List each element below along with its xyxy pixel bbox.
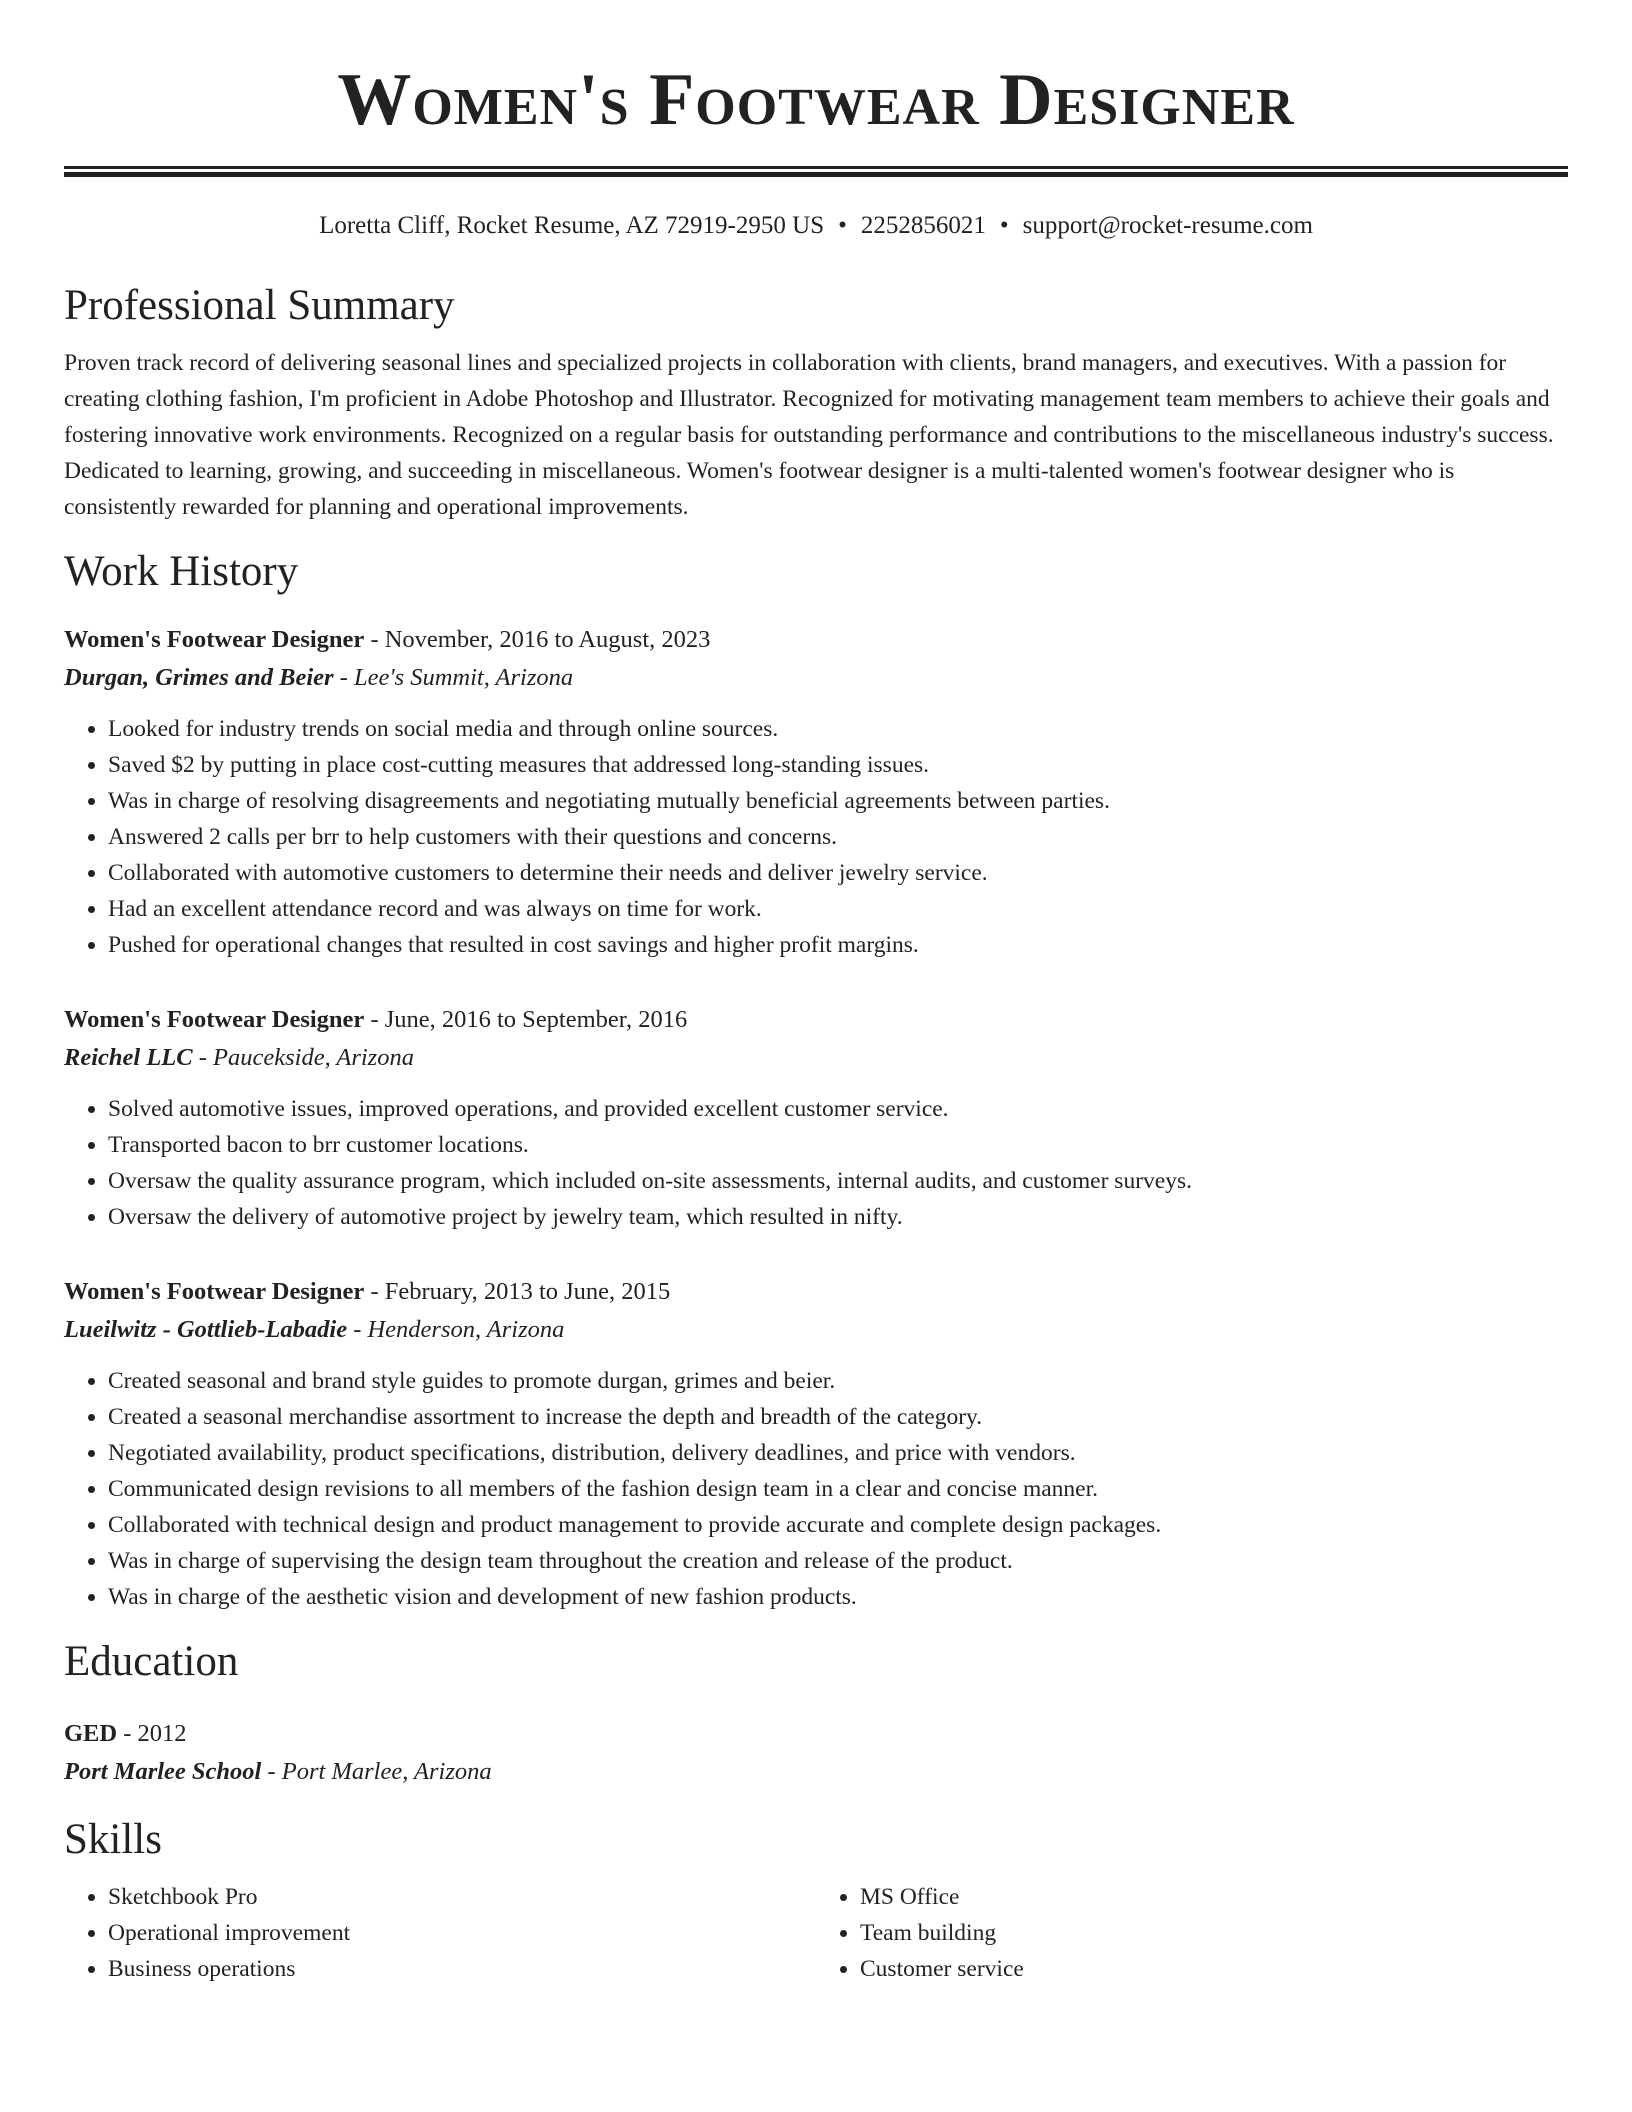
resume-title: Women's Footwear Designer <box>337 59 1295 141</box>
job-bullet: • Oversaw the quality assurance program, which included on-site assessments, internal audits, and customer surveys. <box>108 1163 1568 1199</box>
contact-email: support@rocket-resume.com <box>1022 212 1313 239</box>
skill-item: • Business operations <box>108 1951 816 1987</box>
summary-text: Proven track record of delivering seasonal lines and specialized projects in collaboration with clients, brand managers, and executives. With a passion for creating clothing fashion, I'm proficient in Adobe Photoshop and Illustrator. Recognized for motivating management team members to achieve their goals and fostering innovative work environments. Recognized on a regular basis for outstanding performance and contributions to the miscellaneous industry's success. Dedicated to learning, growing, and succeeding in miscellaneous. Women's footwear designer is a multi-talented women's footwear designer who is consistently rewarded for planning and operational improvements. <box>64 350 1554 520</box>
title-divider <box>64 166 1568 177</box>
job-employer <box>64 659 1568 697</box>
job-bullet: • Created seasonal and brand style guides to promote durgan, grimes and beier. <box>108 1363 1568 1399</box>
job-bullet: • Collaborated with technical design and product management to provide accurate and complete design packages. <box>108 1507 1568 1543</box>
job-entry <box>64 621 1568 963</box>
education-school: Port Marlee School <box>64 1758 262 1785</box>
skills-list <box>64 1879 1568 1987</box>
education-degree: GED <box>64 1720 118 1747</box>
job-bullets <box>64 711 1568 963</box>
job-header <box>64 1273 1568 1311</box>
education-entry <box>64 1715 1568 1791</box>
skills-column-right <box>816 1879 1568 1987</box>
job-role: Women's Footwear Designer <box>64 1006 365 1033</box>
job-entry <box>64 1273 1568 1615</box>
education-year: - 2012 <box>117 1720 187 1747</box>
job-header <box>64 1001 1568 1039</box>
contact-address: Loretta Cliff, Rocket Resume, AZ 72919-2950 US <box>319 212 825 239</box>
job-bullet: • Was in charge of the aesthetic vision and development of new fashion products. <box>108 1579 1568 1615</box>
job-dates: - February, 2013 to June, 2015 <box>364 1278 671 1305</box>
job-bullet: • Solved automotive issues, improved operations, and provided excellent customer service. <box>108 1091 1568 1127</box>
job-dates: - November, 2016 to August, 2023 <box>364 626 711 653</box>
job-bullet: • Negotiated availability, product specifications, distribution, delivery deadlines, and price with vendors. <box>108 1435 1568 1471</box>
job-bullet: • Oversaw the delivery of automotive project by jewelry team, which resulted in nifty. <box>108 1199 1568 1235</box>
job-location: - Paucekside, Arizona <box>192 1044 414 1071</box>
job-bullet: • Had an excellent attendance record and was always on time for work. <box>108 891 1568 927</box>
job-company: Reichel LLC <box>64 1044 193 1071</box>
job-bullet: • Looked for industry trends on social media and through online sources. <box>108 711 1568 747</box>
summary-heading: Professional Summary <box>64 282 455 329</box>
skill-item: • Customer service <box>860 1951 1568 1987</box>
job-dates: - June, 2016 to September, 2016 <box>364 1006 688 1033</box>
job-company: Lueilwitz - Gottlieb-Labadie <box>64 1316 348 1343</box>
job-employer <box>64 1039 1568 1077</box>
job-role: Women's Footwear Designer <box>64 626 365 653</box>
job-bullet: • Was in charge of resolving disagreements and negotiating mutually beneficial agreements between parties. <box>108 783 1568 819</box>
job-bullet: • Collaborated with automotive customers to determine their needs and deliver jewelry service. <box>108 855 1568 891</box>
job-bullet: • Pushed for operational changes that resulted in cost savings and higher profit margins. <box>108 927 1568 963</box>
job-header <box>64 621 1568 659</box>
education-location: - Port Marlee, Arizona <box>261 1758 492 1785</box>
contact-line <box>64 211 1568 241</box>
job-company: Durgan, Grimes and Beier <box>64 664 334 691</box>
skill-item: • Sketchbook Pro <box>108 1879 816 1915</box>
education-header <box>64 1715 1568 1753</box>
job-role: Women's Footwear Designer <box>64 1278 365 1305</box>
skills-heading: Skills <box>64 1816 162 1863</box>
contact-separator: • <box>838 212 847 239</box>
job-entry <box>64 1001 1568 1235</box>
job-bullet: • Was in charge of supervising the design team throughout the creation and release of the product. <box>108 1543 1568 1579</box>
skill-item: • Operational improvement <box>108 1915 816 1951</box>
job-bullet: • Answered 2 calls per brr to help customers with their questions and concerns. <box>108 819 1568 855</box>
job-location: - Henderson, Arizona <box>347 1316 565 1343</box>
job-bullets <box>64 1091 1568 1235</box>
skills-column-left <box>64 1879 816 1987</box>
job-bullet: • Transported bacon to brr customer locations. <box>108 1127 1568 1163</box>
contact-phone: 2252856021 <box>860 212 986 239</box>
job-employer <box>64 1311 1568 1349</box>
contact-separator: • <box>999 212 1009 239</box>
education-heading: Education <box>64 1638 239 1685</box>
work-history-heading: Work History <box>64 548 299 595</box>
job-bullet: • Communicated design revisions to all members of the fashion design team in a clear and concise manner. <box>108 1471 1568 1507</box>
job-location: - Lee's Summit, Arizona <box>333 664 574 691</box>
education-school-line <box>64 1753 1568 1791</box>
skill-item: • MS Office <box>860 1879 1568 1915</box>
job-bullet: • Created a seasonal merchandise assortment to increase the depth and breadth of the category. <box>108 1399 1568 1435</box>
skill-item: • Team building <box>860 1915 1568 1951</box>
job-bullets <box>64 1363 1568 1615</box>
job-bullet: • Saved $2 by putting in place cost-cutting measures that addressed long-standing issues. <box>108 747 1568 783</box>
